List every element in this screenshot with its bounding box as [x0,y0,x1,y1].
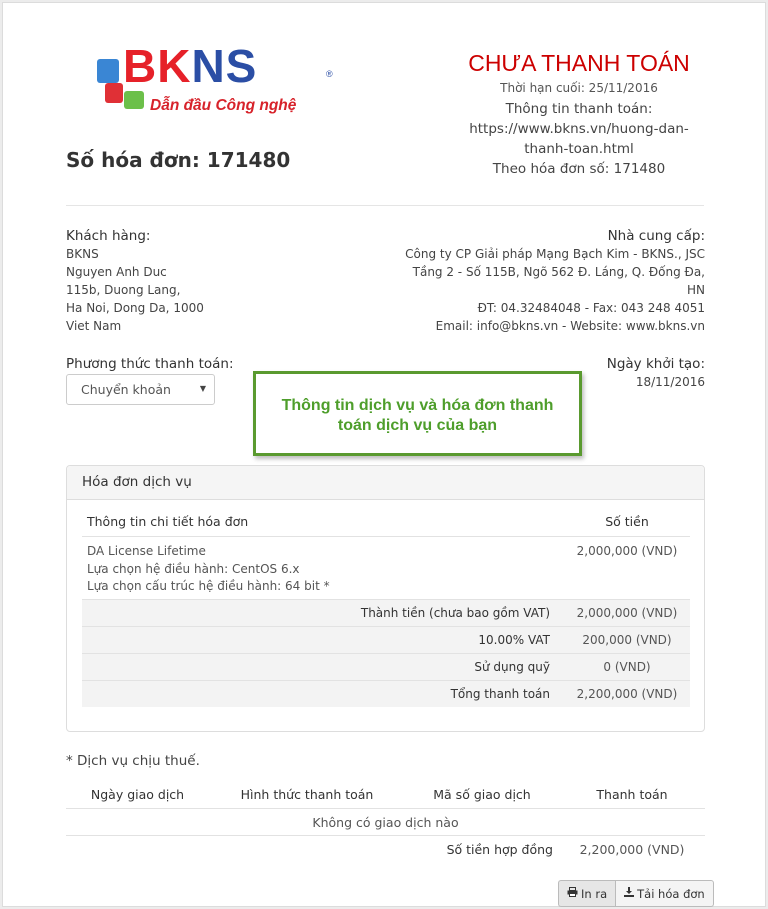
customer-line: Viet Nam [66,319,122,333]
invoice-items-table [82,510,690,707]
transactions-table [66,782,705,862]
payment-method-select[interactable] [66,374,215,405]
supplier-line: Tầng 2 - Số 115B, Ngõ 562 Đ. Láng, Q. Đống Đa, [412,265,705,279]
supplier-title: Nhà cung cấp: [607,228,705,244]
customer-line: BKNS [66,247,99,261]
summary-value: 2,200,000 (VND) [576,687,678,701]
payment-method-value: Chuyển khoản [81,382,171,397]
table-row [66,835,705,862]
supplier-line: HN [687,283,705,297]
customer-line: Nguyen Anh Duc [66,265,167,279]
table-row [66,808,705,835]
col-detail-header: Thông tin chi tiết hóa đơn [87,514,249,529]
item-amount: 2,000,000 (VND) [576,544,678,558]
invoice-reference: Theo hóa đơn số: 171480 [492,161,666,177]
invoice-status-block [448,49,710,179]
download-invoice-button[interactable]: Tải hóa đơn [615,880,714,907]
summary-label: 10.00% VAT [478,633,550,647]
summary-label: Tổng thanh toán [450,687,550,701]
invoice-number: Số hóa đơn: 171480 [66,148,291,172]
action-buttons [558,880,714,907]
print-button[interactable]: In ra [558,880,615,907]
customer-line: 115b, Duong Lang, [66,283,181,297]
col-header: Mã số giao dịch [433,787,531,802]
panel-title: Hóa đơn dịch vụ [67,466,704,500]
summary-row [82,680,690,707]
slogan: Dẫn đầu Công nghệ [150,97,297,114]
payment-info-label: Thông tin thanh toán: [505,101,653,117]
download-icon [624,887,634,900]
customer-line: Ha Noi, Dong Da, 1000 [66,301,204,315]
summary-value: 200,000 (VND) [582,633,672,647]
service-invoice-panel [66,465,705,732]
summary-label: Thành tiền (chưa bao gồm VAT) [360,606,550,620]
annotation-callout: Thông tin dịch vụ và hóa đơn thanh toán dịch vụ của bạn [253,371,582,456]
invoice-page [2,2,766,907]
bkns-logo: BKNS ® Dẫn đầu Công nghệ [93,43,338,123]
col-header: Ngày giao dịch [90,787,185,802]
printer-icon [567,887,578,900]
item-line: DA License Lifetime [87,544,206,558]
supplier-line: Công ty CP Giải pháp Mạng Bạch Kim - BKNS., JSC [405,247,705,261]
supplier-line: Email: info@bkns.vn - Website: www.bkns.vn [435,319,705,333]
payment-method-label: Phương thức thanh toán: [66,356,234,372]
item-line: Lựa chọn hệ điều hành: CentOS 6.x [87,561,300,576]
customer-block [66,227,326,335]
table-row [82,536,690,599]
col-amount-header: Số tiền [605,514,649,529]
col-header: Thanh toán [596,787,668,802]
summary-value: 0 (VND) [603,660,651,674]
empty-message: Không có giao dịch nào [312,815,459,830]
table-header [66,782,705,808]
summary-value: 2,000,000 (VND) [576,606,678,620]
contract-value: 2,200,000 (VND) [579,842,685,857]
summary-row [82,626,690,653]
summary-row [82,653,690,680]
item-line: Lựa chọn cấu trúc hệ điều hành: 64 bit * [87,579,330,593]
divider [66,205,704,206]
created-date-label: Ngày khởi tạo: [606,356,705,372]
supplier-block [383,227,705,335]
created-date-value: 18/11/2016 [635,375,705,389]
taxed-note: * Dịch vụ chịu thuế. [66,753,200,769]
summary-row [82,599,690,626]
summary-label: Sử dụng quỹ [474,660,550,674]
table-header [82,510,690,536]
payment-info-link[interactable]: https://www.bkns.vn/huong-dan- thanh-toan.html [469,121,689,157]
contract-label: Số tiền hợp đồng [446,842,553,857]
customer-title: Khách hàng: [66,228,151,244]
due-date: Thời hạn cuối: 25/11/2016 [500,81,658,95]
supplier-line: ĐT: 04.32484048 - Fax: 043 248 4051 [477,301,705,315]
col-header: Hình thức thanh toán [240,787,374,802]
chevron-down-icon: ▼ [199,384,206,393]
status-badge: CHƯA THANH TOÁN [468,50,690,76]
